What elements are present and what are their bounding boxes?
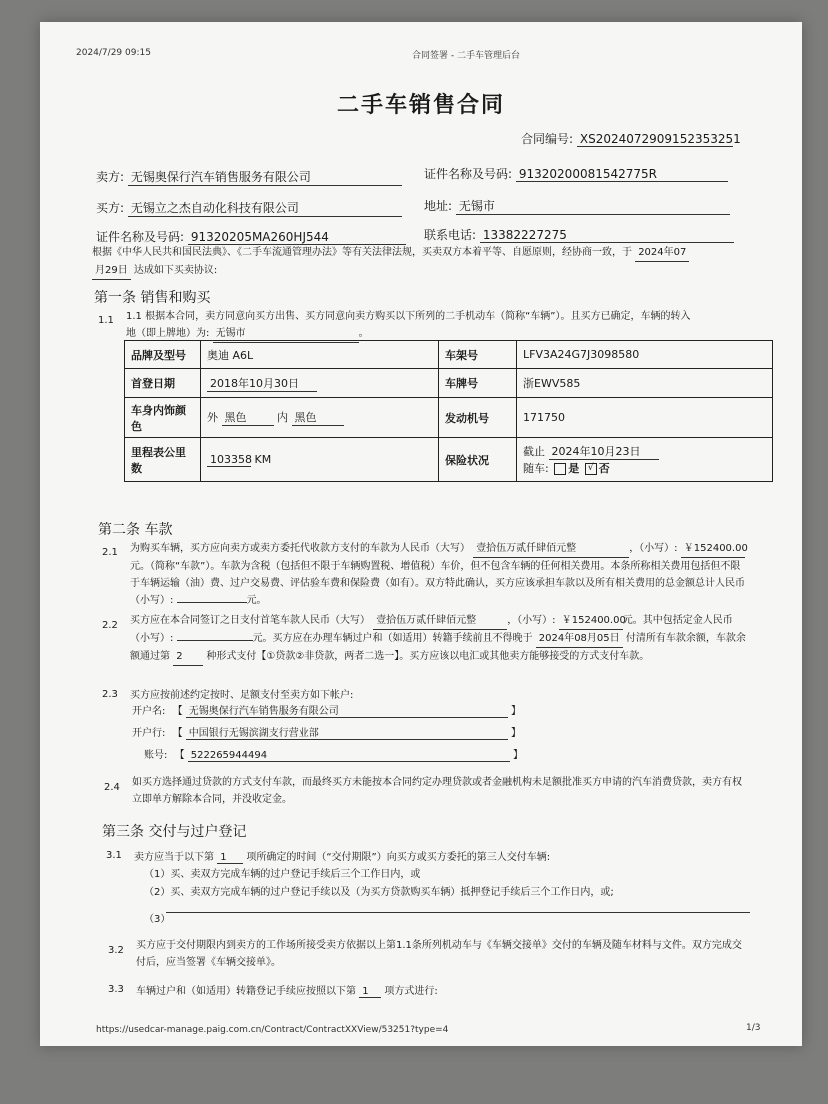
p22-a: 买方应在本合同签订之日支付首笔车款人民币（大写） (130, 615, 370, 626)
mileage-label: 里程表公里数 (125, 438, 201, 482)
print-page-title: 合同签署 - 二手车管理后台 (412, 51, 520, 61)
article-1-title: 第一条 销售和购买 (94, 290, 211, 306)
reg-date-value: 2018年10月30日 (207, 375, 317, 392)
p21-c: 元。（简称“车款”）。车款为含税（包括但不限于车辆购置税、增值税）车价，但不包含车辆的任何相关费用。本条所称相关费用包括但不限于车辆运输（油）费、过户交易费、评估验车费和保险费（如有）。双方特此确认，买方应该承担车款以及所有相关费用的总金额总计人民币（小写）: (130, 561, 745, 606)
mileage-cell (201, 438, 439, 482)
insurance-with-label: 随车: (523, 462, 549, 475)
account-name-row (132, 702, 521, 718)
p33-text (136, 982, 438, 998)
contract-page (40, 22, 802, 1046)
contract-number-value: XS2024072909152353251 (577, 132, 733, 147)
bracket-right: 】 (510, 706, 521, 717)
p21-text (130, 540, 750, 609)
plate-value: 浙EWV585 (517, 369, 773, 398)
page-number: 1/3 (746, 1023, 761, 1033)
insurance-date: 2024年10月23日 (549, 443, 659, 460)
p32-num: 3.2 (108, 945, 124, 956)
engine-label: 发动机号 (439, 398, 517, 438)
buyer-id-value: 91320205MA260HJ544 (188, 230, 406, 245)
total-blank (177, 602, 247, 603)
first-payment: ￥152400.00 (559, 612, 623, 630)
p31-num: 3.1 (106, 850, 122, 861)
checkbox-no[interactable]: √ (585, 463, 597, 475)
table-row (125, 398, 773, 438)
deadline: 2024年08月05日 (536, 630, 623, 648)
plate-label: 车牌号 (439, 369, 517, 398)
ext-color-prefix: 外 (207, 411, 218, 424)
p22-c: 元。其中包括定金人民币（小写）: (130, 615, 733, 644)
price-cn: 壹拾伍万贰仟肆佰元整 (473, 540, 629, 558)
p22-d: 元。买方应在办理车辆过户和（如适用）转籍手续前且不得晚于 (252, 633, 533, 644)
vin-label: 车架号 (439, 341, 517, 369)
article-1-num: 1.1 (98, 315, 114, 326)
seller-id-label: 证件名称及号码: (424, 167, 513, 181)
bracket-left: 【 (172, 706, 183, 717)
p23-text: 买方应按前述约定按时、足额支付至卖方如下帐户: (130, 690, 354, 701)
p33-num: 3.3 (108, 984, 124, 995)
p31-text (134, 848, 550, 864)
seller-value: 无锡奥保行汽车销售服务有限公司 (128, 168, 402, 186)
p22-e: 付清所有车款余额，车款余额通过第 (130, 633, 746, 662)
brand-value: 奥迪 A6L (201, 341, 439, 369)
seller-id-value: 91320200081542775R (516, 167, 728, 182)
p21-a: 为购买车辆，买方应向卖方或卖方委托代收款方支付的车款为人民币（大写） (130, 543, 470, 554)
engine-value: 171750 (517, 398, 773, 438)
account-name-label: 开户名: (132, 706, 166, 717)
bank-row (132, 724, 521, 740)
seller-id-row (424, 165, 728, 182)
insurance-label: 保险状况 (439, 438, 517, 482)
p21-num: 2.1 (102, 547, 118, 558)
contract-number-label: 合同编号: (521, 132, 574, 146)
reg-date-label: 首登日期 (125, 369, 201, 398)
mileage-unit: KM (254, 452, 272, 466)
preamble-text: 根据《中华人民共和国民法典》、《二手车流通管理办法》等有关法律法规，买卖双方本着平等、自愿原则，经协商一致，于 (92, 247, 632, 258)
phone-value: 13382227275 (480, 228, 734, 243)
p32-text: 买方应于交付期限内到卖方的工作场所接受卖方依据以上第1.1条所列机动车与《车辆交接单》交付的车辆及随车材料与文件。双方完成交付后，应当签署《车辆交接单》。 (136, 940, 742, 968)
p22-b: ，（小写）: (507, 615, 556, 626)
p33-b: 项方式进行: (384, 986, 438, 997)
bracket-right: 】 (512, 750, 523, 761)
article-1-end: 。 (358, 328, 369, 339)
mileage-value: 103358 (207, 453, 251, 467)
transfer-place: 无锡市 (213, 325, 359, 343)
bracket-left: 【 (174, 750, 185, 761)
brand-label: 品牌及型号 (125, 341, 201, 369)
table-row (125, 341, 773, 369)
seller-label: 卖方: (96, 170, 125, 184)
article-1-text-2: 地（即上牌地）为: (126, 328, 210, 339)
preamble-date: 2024年07 (635, 244, 689, 262)
checkbox-yes-label: 是 (568, 462, 580, 475)
p24-text: 如买方选择通过贷款的方式支付车款，而最终买方未能按本合同约定办理贷款或者金融机构未足额批准买方申请的汽车消费贷款，卖方有权立即单方解除本合同，并没收定金。 (132, 777, 742, 805)
account-name-value: 无锡奥保行汽车销售服务有限公司 (186, 702, 508, 718)
p31-option-3: （3） (144, 914, 171, 925)
p31-option-1: （1）买、卖双方完成车辆的过户登记手续后三个工作日内，或 (144, 869, 421, 880)
contract-title: 二手车销售合同 (337, 93, 506, 118)
buyer-value: 无锡立之杰自动化科技有限公司 (128, 199, 402, 217)
phone-label: 联系电话: (424, 228, 477, 242)
p21-b: ，（小写）: (629, 543, 678, 554)
article-2-title: 第二条 车款 (98, 522, 173, 538)
insurance-prefix: 截止 (523, 445, 545, 458)
buyer-label: 买方: (96, 201, 125, 215)
p31-b: 项所确定的时间（“交付期限”）向买方或买方委托的第三人交付车辆: (246, 852, 551, 863)
address-value: 无锡市 (456, 197, 730, 215)
account-no-label: 账号: (144, 750, 168, 761)
checkbox-yes[interactable] (554, 463, 566, 475)
p24-num: 2.4 (104, 782, 120, 793)
account-no-value: 522265944494 (188, 750, 510, 762)
contract-number (521, 130, 741, 147)
p31-option: 1 (217, 852, 243, 864)
article-3-title: 第三条 交付与过户登记 (102, 824, 247, 840)
p23-num: 2.3 (102, 689, 118, 700)
phone-row (424, 226, 734, 243)
table-row (125, 438, 773, 482)
preamble-suffix: 达成如下买卖协议: (133, 265, 218, 276)
payment-method: 2 (173, 648, 203, 666)
p21-d: 元。 (246, 595, 267, 606)
seller-row (96, 168, 402, 186)
color-label: 车身内饰颜色 (125, 398, 201, 438)
p33-a: 车辆过户和（如适用）转籍登记手续应按照以下第 (136, 986, 356, 997)
buyer-row (96, 199, 402, 217)
preamble (92, 244, 752, 280)
bank-label: 开户行: (132, 728, 166, 739)
bracket-left: 【 (172, 728, 183, 739)
p31-option-2: （2）买、卖双方完成车辆的过户登记手续以及（为买方贷款购买车辆）抵押登记手续后三个工作日内，或; (144, 887, 614, 898)
insurance-cell (517, 438, 773, 482)
p22-text (130, 612, 750, 666)
first-payment-cn: 壹拾伍万贰仟肆佰元整 (373, 612, 507, 630)
preamble-date-2: 月29日 (92, 262, 131, 280)
account-no-row (144, 746, 523, 762)
p22-num: 2.2 (102, 620, 118, 631)
table-row (125, 369, 773, 398)
vehicle-table (124, 340, 773, 482)
deposit-blank (177, 640, 253, 641)
buyer-id-label: 证件名称及号码: (96, 230, 185, 244)
vin-value: LFV3A24G7J3098580 (517, 341, 773, 369)
buyer-id-row (96, 228, 406, 245)
address-row (424, 197, 730, 215)
article-1-text (126, 308, 766, 343)
print-url: https://usedcar-manage.paig.com.cn/Contract/ContractXXView/53251?type=4 (96, 1025, 449, 1035)
article-1-text-1: 1.1 根据本合同，卖方同意向买方出售、买方同意向卖方购买以下所列的二手机动车（简称“车辆”）。且买方已确定，车辆的转入 (126, 311, 691, 322)
print-datetime: 2024/7/29 09:15 (76, 48, 151, 58)
int-color-prefix: 内 (277, 411, 288, 424)
color-cell (201, 398, 439, 438)
p22-f: 种形式支付【①贷款②非贷款，两者二选一】。买方应该以电汇或其他卖方能够接受的方式支付车款。 (206, 651, 650, 662)
option-3-blank (166, 912, 750, 913)
int-color-value: 黑色 (292, 409, 344, 426)
p33-option: 1 (359, 986, 381, 998)
ext-color-value: 黑色 (222, 409, 274, 426)
address-label: 地址: (424, 199, 453, 213)
reg-date-cell (201, 369, 439, 398)
p31-a: 卖方应当于以下第 (134, 852, 214, 863)
bank-value: 中国银行无锡滨湖支行营业部 (186, 724, 508, 740)
bracket-right: 】 (510, 728, 521, 739)
price: ￥152400.00 (681, 540, 745, 558)
checkbox-no-label: 否 (598, 462, 610, 475)
